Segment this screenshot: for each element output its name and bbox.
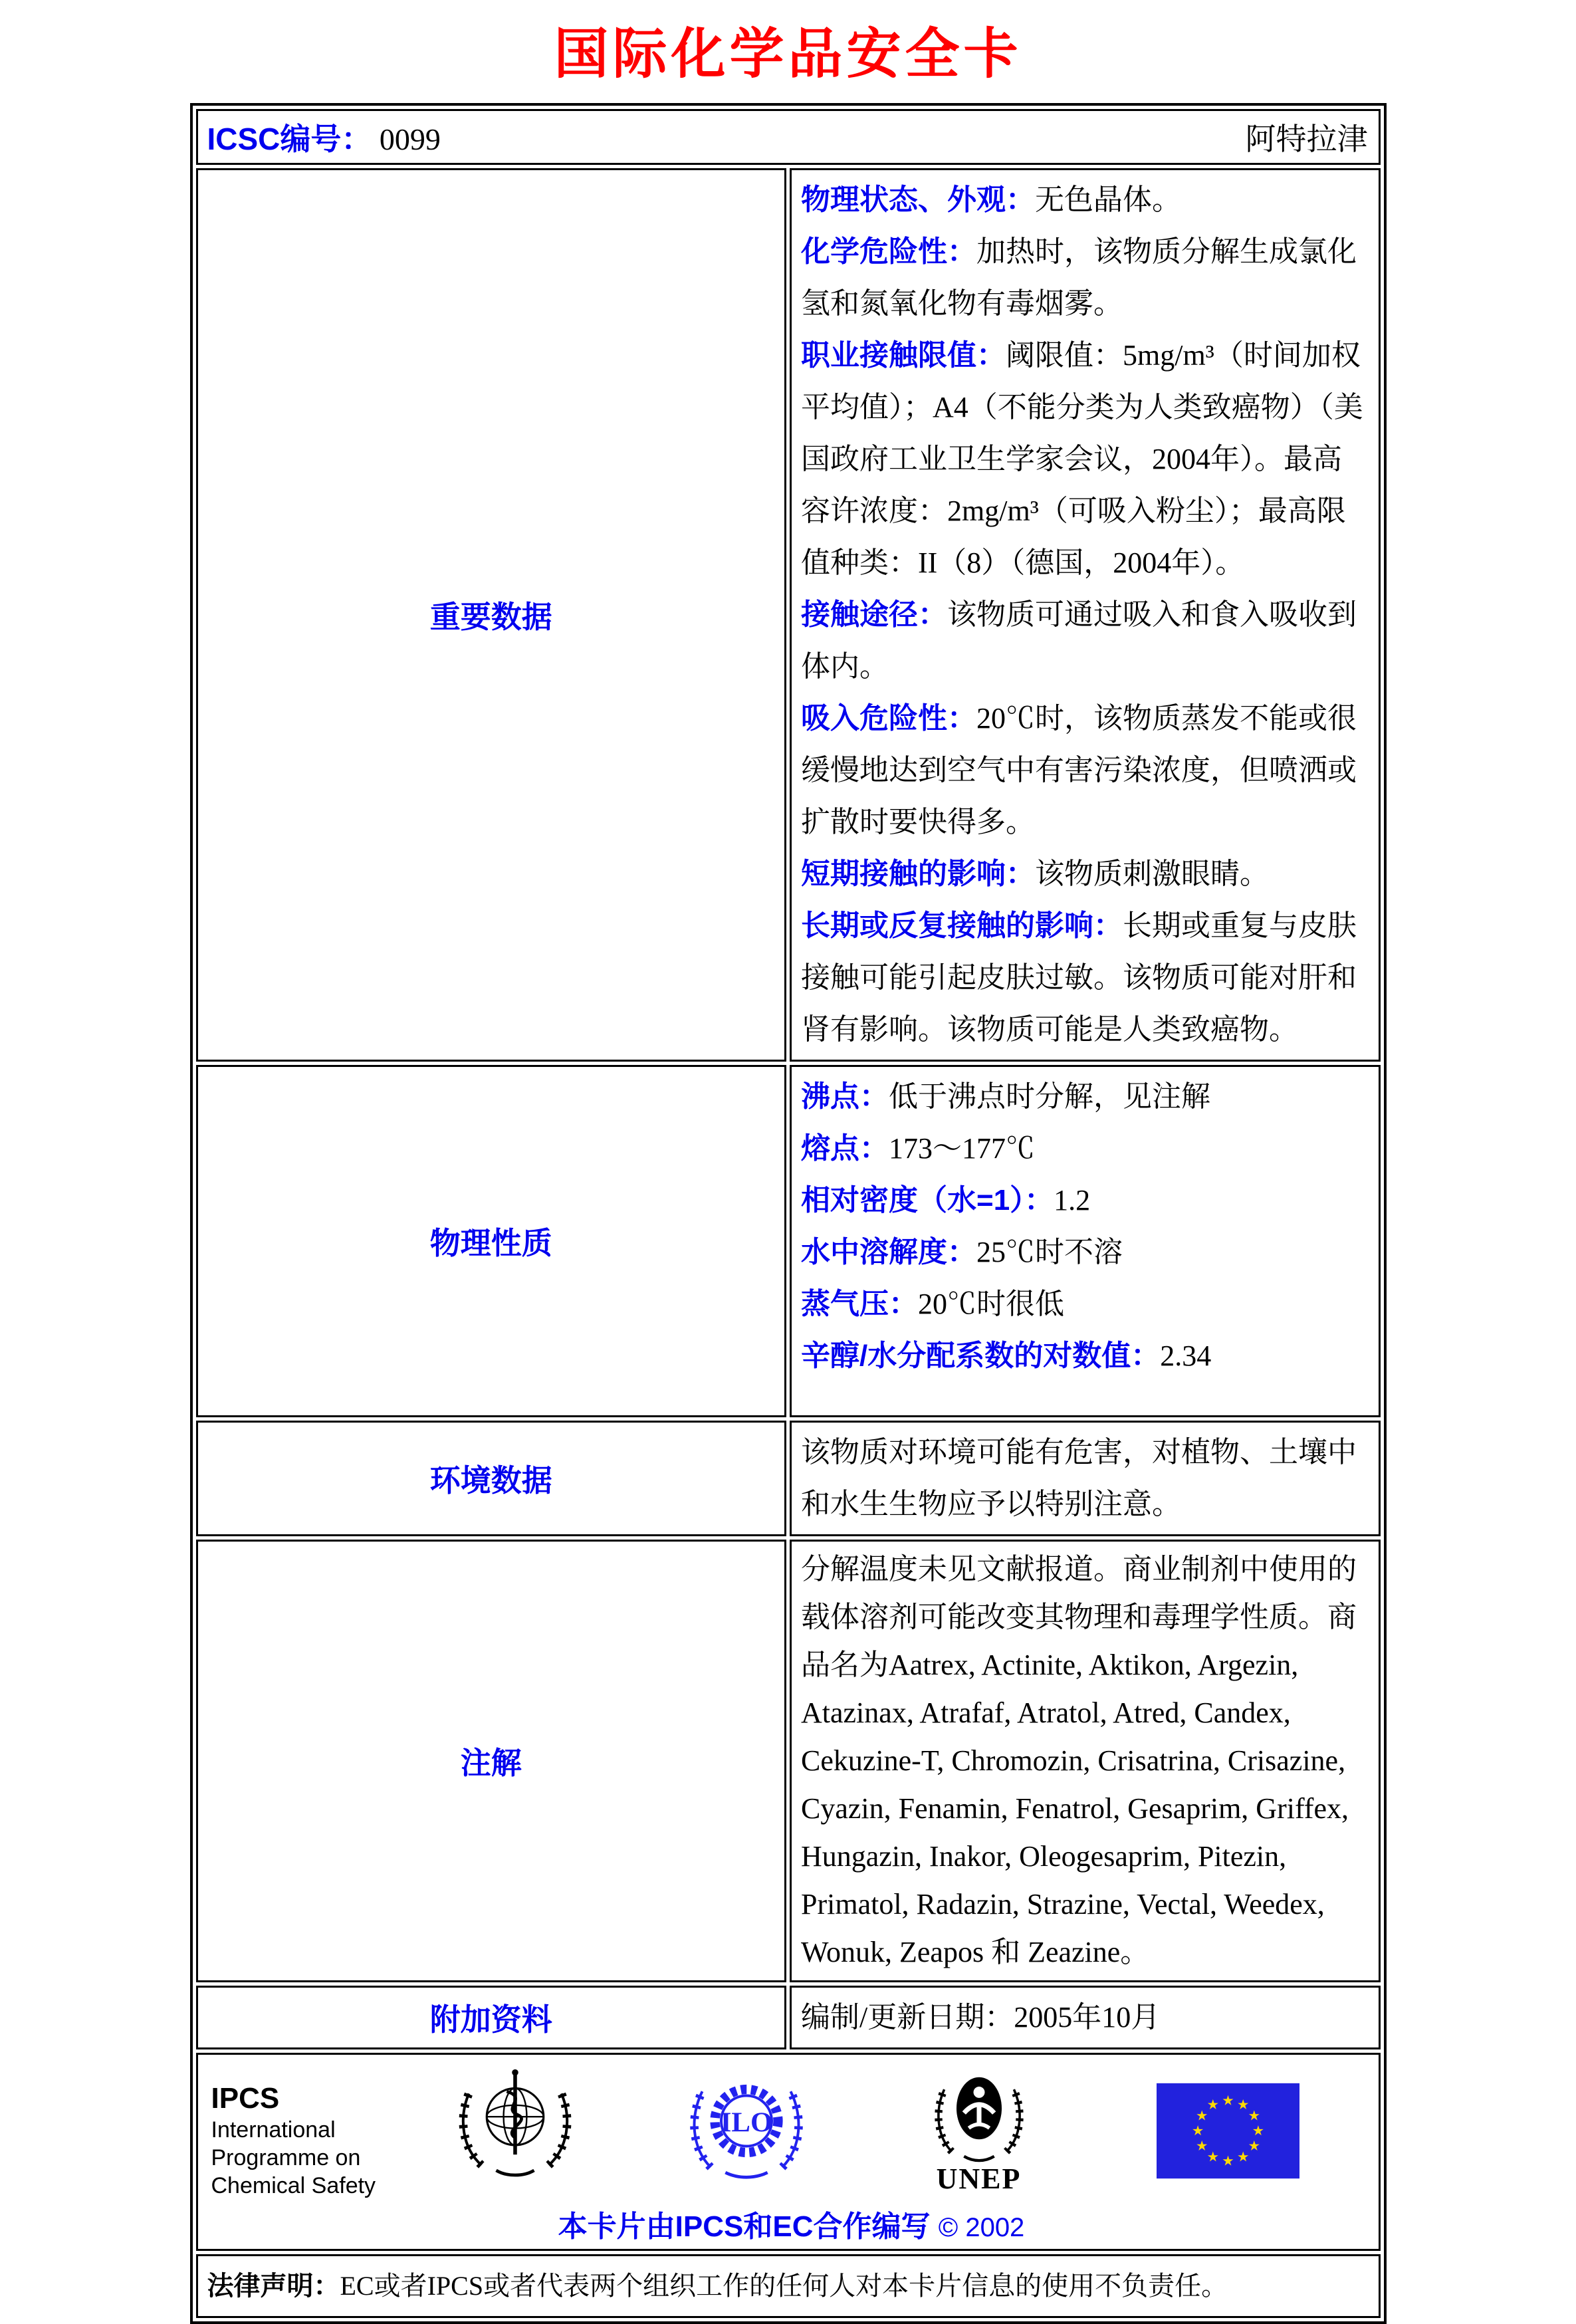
section-label-notes: 注解	[196, 1540, 787, 1982]
environmental-data-content	[790, 1421, 1381, 1536]
ilo-logo-text: ILO	[720, 2107, 772, 2139]
legal-notice-label: 法律声明：	[207, 2271, 340, 2301]
row-legal-notice	[196, 2254, 1381, 2318]
field-water-solubility: 水中溶解度：25℃时不溶	[801, 1236, 1123, 1268]
field-inhalation-risk: 吸入危险性：20℃时，该物质蒸发不能或很缓慢地达到空气中有害污染浓度，但喷洒或扩散时要快得多。	[801, 702, 1357, 838]
notes-content	[790, 1540, 1381, 1982]
icsc-number-value: 0099	[379, 122, 441, 156]
logos-cell	[196, 2053, 1381, 2251]
ipcs-subtitle-line1: International	[211, 2117, 336, 2143]
field-octanol-water-partition: 辛醇/水分配系数的对数值：2.34	[801, 1339, 1212, 1372]
icsc-card-table	[190, 103, 1387, 2324]
chemical-name: 阿特拉津	[1245, 122, 1368, 156]
additional-information-content	[790, 1986, 1381, 2049]
field-occupational-exposure-limits: 职业接触限值：阈限值：5mg/m³（时间加权平均值）；A4（不能分类为人类致癌物）（美国政府工业卫生学家会议，2004年）。最高容许浓度：2mg/m³（可吸入粉尘）；最高限值种类：II（8）（德国，2004年）。	[801, 339, 1363, 579]
row-additional-information	[196, 1986, 1381, 2049]
icsc-number-group	[207, 115, 441, 159]
copyright: © 2002	[938, 2213, 1025, 2242]
row-important-data	[196, 168, 1381, 1062]
unep-logo-text: UNEP	[936, 2162, 1022, 2195]
who-logo-icon	[452, 2064, 578, 2198]
row-logos	[196, 2053, 1381, 2251]
section-label-important: 重要数据	[196, 168, 787, 1062]
ilo-logo-icon	[683, 2064, 810, 2198]
field-long-term-effects: 长期或反复接触的影响：长期或重复与皮肤接触可能引起皮肤过敏。该物质可能对肝和肾有影响。该物质可能是人类致癌物。	[801, 909, 1357, 1046]
field-boiling-point: 沸点：低于沸点时分解，见注解	[801, 1080, 1210, 1113]
field-chemical-hazard: 化学危险性：加热时，该物质分解生成氯化氢和氮氧化物有毒烟雾。	[801, 235, 1357, 320]
field-update-date: 编制/更新日期：2005年10月	[801, 2001, 1161, 2034]
icsc-number-label: ICSC编号：	[207, 122, 372, 156]
section-label-additional: 附加资料	[196, 1986, 787, 2049]
cooperation-note: 本卡片由IPCS和EC合作编写 © 2002	[558, 2210, 1025, 2243]
unep-logo-icon	[923, 2064, 1036, 2196]
field-physical-state-appearance: 物理状态、外观：无色晶体。	[801, 183, 1181, 216]
field-environment-text: 该物质对环境可能有危害，对植物、土壤中和水生生物应予以特别注意。	[801, 1436, 1357, 1520]
card-header-row	[196, 109, 1381, 165]
ipcs-title: IPCS	[211, 2082, 280, 2115]
row-notes	[196, 1540, 1381, 1982]
eu-flag-icon	[1157, 2064, 1299, 2186]
ipcs-text-block	[211, 2064, 411, 2200]
legal-notice-cell	[196, 2254, 1381, 2318]
legal-notice-text: EC或者IPCS或者代表两个组织工作的任何人对本卡片信息的使用不负责任。	[340, 2271, 1228, 2301]
icsc-card-page	[0, 11, 1576, 2324]
physical-properties-content	[790, 1065, 1381, 1417]
field-relative-density: 相对密度（水=1）：1.2	[801, 1184, 1091, 1217]
ipcs-subtitle-line2: Programme on	[211, 2145, 361, 2170]
field-melting-point: 熔点：173～177℃	[801, 1132, 1035, 1165]
card-header-cell	[196, 109, 1381, 165]
ipcs-subtitle-line3: Chemical Safety	[211, 2173, 376, 2198]
section-label-physical: 物理性质	[196, 1065, 787, 1417]
page-title: 国际化学品安全卡	[554, 24, 1022, 84]
section-label-environment: 环境数据	[196, 1421, 787, 1536]
field-short-term-effects: 短期接触的影响：该物质刺激眼睛。	[801, 858, 1269, 890]
row-physical-properties	[196, 1065, 1381, 1417]
field-notes-text: 分解温度未见文献报道。商业制剂中使用的载体溶剂可能改变其物理和毒理学性质。商品名为Aatrex, Actinite, Aktikon, Argezin, Atazinax, Atrafaf, Atratol, Atred, Candex, Cekuzine-T, Chromozin, Crisatrina, Crisazine, Cyazin, Fenamin, Fenatrol, Gesaprim, Griffex, Hungazin, Inakor, Oleogesaprim, Pitezin, Primatol, Radazin, Strazine, Vectal, Weedex, Wonuk, Zeapos 和 Zeazine。	[801, 1553, 1357, 1968]
row-environmental-data	[196, 1421, 1381, 1536]
field-exposure-routes: 接触途径：该物质可通过吸入和食入吸收到体内。	[801, 598, 1357, 683]
field-vapor-pressure: 蒸气压：20℃时很低	[801, 1288, 1064, 1320]
logo-strip	[211, 2064, 1372, 2200]
important-data-content	[790, 168, 1381, 1062]
